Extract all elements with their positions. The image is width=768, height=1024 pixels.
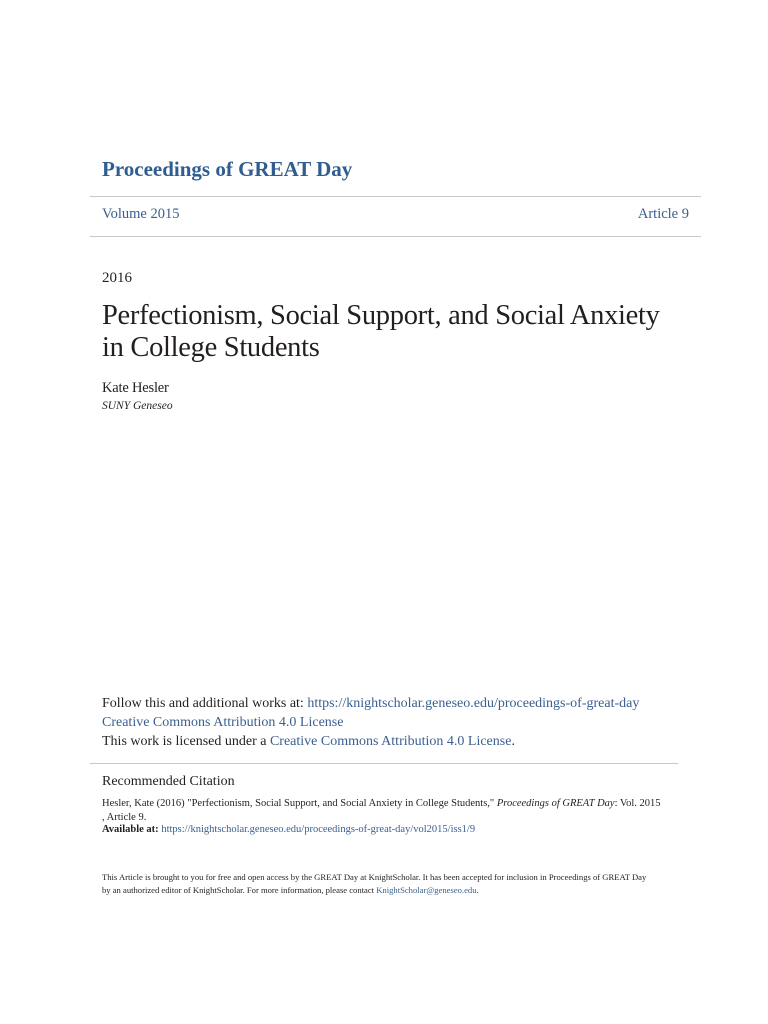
- citation-text: [102, 797, 662, 824]
- follow-prefix: Follow this and additional works at:: [102, 696, 308, 711]
- follow-line: [102, 694, 639, 713]
- divider-citation: [90, 763, 678, 764]
- license-prefix: This work is licensed under a: [102, 734, 270, 749]
- available-at: [102, 824, 475, 835]
- citation-journal: Proceedings of GREAT Day: [496, 798, 615, 809]
- article-link[interactable]: Article 9: [637, 206, 689, 222]
- collection-url-link[interactable]: https://knightscholar.geneseo.edu/proceedings-of-great-day: [307, 696, 640, 711]
- access-notice-end: .: [476, 885, 479, 895]
- author-affiliation: SUNY Geneseo: [102, 400, 173, 412]
- available-label: Available at:: [102, 824, 162, 835]
- follow-section: [102, 694, 639, 751]
- divider-bottom: [90, 236, 701, 237]
- license-suffix: .: [511, 734, 515, 749]
- paper-title: Perfectionism, Social Support, and Social Anxiety in College Students: [102, 300, 660, 363]
- article-url-link[interactable]: https://knightscholar.geneseo.edu/proceedings-of-great-day/vol2015/iss1/9: [161, 824, 476, 835]
- license-link[interactable]: Creative Commons Attribution 4.0 License: [102, 715, 344, 730]
- access-notice: [102, 871, 647, 897]
- license-link-inline[interactable]: Creative Commons Attribution 4.0 License: [269, 734, 512, 749]
- divider-top: [90, 196, 701, 197]
- license-line: [102, 732, 639, 751]
- publication-year: 2016: [102, 270, 132, 286]
- contact-email-link[interactable]: KnightScholar@geneseo.edu: [376, 885, 477, 895]
- volume-link[interactable]: Volume 2015: [102, 206, 180, 222]
- author-name: Kate Hesler: [102, 380, 169, 396]
- journal-title[interactable]: Proceedings of GREAT Day: [102, 157, 353, 181]
- citation-part1: Hesler, Kate (2016) "Perfectionism, Social Support, and Social Anxiety in College Students,": [102, 798, 497, 809]
- citation-part2: : Vol. 2015 , Article 9.: [102, 798, 661, 823]
- citation-heading: Recommended Citation: [102, 774, 235, 789]
- access-notice-text: This Article is brought to you for free and open access by the GREAT Day at KnightScholar. It has been accepted for inclusion in Proceedings of GREAT Day by an authorized editor of KnightScholar. For more information, please contact: [102, 872, 647, 895]
